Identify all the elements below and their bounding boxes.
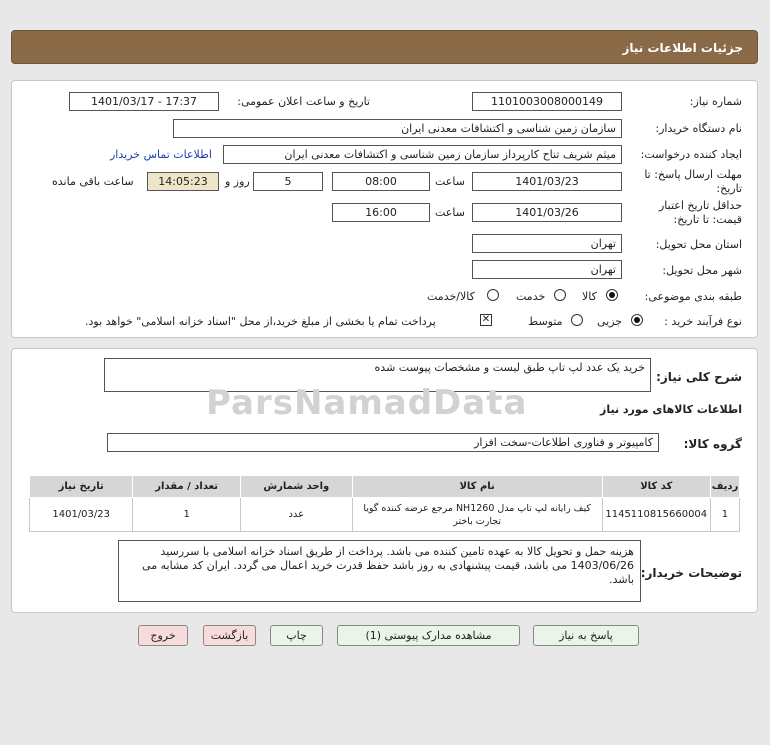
category-radio-service[interactable]: [554, 289, 566, 301]
print-button[interactable]: چاپ: [270, 625, 323, 646]
summary-field: خرید یک عدد لپ تاپ طبق لیست و مشخصات پیوست شده: [104, 358, 651, 392]
col-date: تاریخ نیاز: [30, 476, 133, 498]
contact-link[interactable]: اطلاعات تماس خریدار: [110, 148, 212, 161]
category-option-goods: کالا: [582, 290, 597, 303]
cell-row: 1: [710, 498, 739, 532]
reply-button[interactable]: پاسخ به نیاز: [533, 625, 639, 646]
announce-label: تاریخ و ساعت اعلان عمومی:: [237, 95, 370, 108]
group-field: کامپیوتر و فناوری اطلاعات-سخت افزار: [107, 433, 659, 452]
cell-unit: عدد: [240, 498, 352, 532]
col-qty: تعداد / مقدار: [133, 476, 241, 498]
col-code: کد کالا: [602, 476, 710, 498]
requester-label: ایجاد کننده درخواست:: [640, 148, 742, 161]
requester-field: میثم شریف تناح کارپرداز سازمان زمین شناسی و اکتشافات معدنی ایران: [223, 145, 622, 164]
goods-info-title: اطلاعات کالاهای مورد نیاز: [600, 403, 742, 416]
days-label: روز و: [225, 175, 250, 188]
process-radio-minor[interactable]: [631, 314, 643, 326]
buyer-org-label: نام دستگاه خریدار:: [655, 122, 742, 135]
col-row: ردیف: [710, 476, 739, 498]
buyer-notes-field: هزینه حمل و تحویل کالا به عهده تامین کننده می باشد. پرداخت از طریق اسناد خزانه اسلامی با سررسید 1403/06/26 می باشد، قیمت پیشنهادی به روز باشد حفظ قدرت خرید اعمال می گردد. ایران کد مشابه می باشد.: [118, 540, 641, 602]
attachments-button[interactable]: مشاهده مدارک پیوستی (1): [337, 625, 520, 646]
deadline-label-2: تاریخ:: [716, 182, 742, 195]
days-field: 5: [253, 172, 323, 191]
remaining-time-field: 14:05:23: [147, 172, 219, 191]
province-field: تهران: [472, 234, 622, 253]
remaining-label: ساعت باقی مانده: [52, 175, 134, 188]
cell-date: 1401/03/23: [30, 498, 133, 532]
table-row: [30, 498, 740, 532]
goods-table: [29, 475, 740, 532]
cell-name: کیف رایانه لپ تاپ مدل NH1260 مرجع عرضه کننده گویا تجارت باختر: [352, 498, 602, 532]
need-number-label: شماره نیاز:: [689, 95, 742, 108]
deadline-date-field: 1401/03/23: [472, 172, 622, 191]
payment-checkbox[interactable]: ✕: [481, 314, 491, 325]
city-field: تهران: [472, 260, 622, 279]
back-button[interactable]: بازگشت: [203, 625, 256, 646]
announce-field: 1401/03/17 - 17:37: [69, 92, 219, 111]
validity-label-2: قیمت: تا تاریخ:: [673, 213, 742, 226]
process-option-minor: جزیی: [597, 315, 623, 328]
category-option-service: خدمت: [516, 290, 546, 303]
validity-time-field: 16:00: [332, 203, 430, 222]
cell-qty: 1: [133, 498, 241, 532]
buyer-notes-label: توضیحات خریدار:: [640, 566, 742, 580]
col-name: نام کالا: [352, 476, 602, 498]
process-option-medium: متوسط: [528, 315, 563, 328]
exit-button[interactable]: خروج: [138, 625, 188, 646]
validity-date-field: 1401/03/26: [472, 203, 622, 222]
cell-code: 1145110815660004: [602, 498, 710, 532]
page-header: [11, 30, 758, 64]
page-title: جزئیات اطلاعات نیاز: [622, 41, 743, 55]
need-number-field: 1101003008000149: [472, 92, 622, 111]
goods-table-header: [30, 476, 740, 498]
deadline-time-field: 08:00: [332, 172, 430, 191]
payment-note: پرداخت تمام یا بخشی از مبلغ خرید،از محل "اسناد خزانه اسلامی" خواهد بود.: [85, 315, 436, 328]
category-label: طبقه بندی موضوعی:: [644, 290, 742, 303]
validity-time-label: ساعت: [435, 206, 465, 219]
col-unit: واحد شمارش: [240, 476, 352, 498]
validity-label-1: حداقل تاریخ اعتبار: [658, 199, 742, 212]
category-radio-goods[interactable]: [606, 289, 618, 301]
city-label: شهر محل تحویل:: [662, 264, 742, 277]
summary-label: شرح کلی نیاز:: [656, 370, 742, 384]
watermark-text: ParsNamadData: [206, 383, 528, 423]
category-option-both: کالا/خدمت: [427, 290, 475, 303]
deadline-label-1: مهلت ارسال پاسخ: تا: [644, 168, 742, 181]
process-radio-medium[interactable]: [571, 314, 583, 326]
process-label: نوع فرآیند خرید :: [664, 315, 742, 328]
category-radio-both[interactable]: [487, 289, 499, 301]
group-label: گروه کالا:: [683, 437, 742, 451]
province-label: استان محل تحویل:: [655, 238, 742, 251]
buyer-org-field: سازمان زمین شناسی و اکتشافات معدنی ایران: [173, 119, 622, 138]
deadline-time-label: ساعت: [435, 175, 465, 188]
